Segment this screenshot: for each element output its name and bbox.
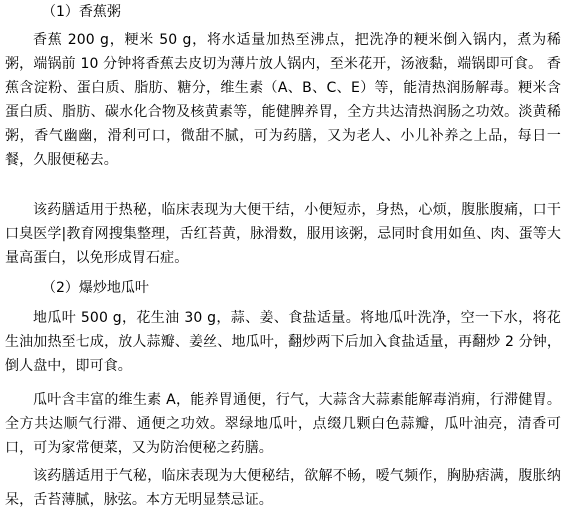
section-heading-banana-porridge: （1）香蕉粥 <box>42 4 121 20</box>
paragraph-leaves-recipe: 地瓜叶 500 g，花生油 30 g，蒜、姜、食盐适量。将地瓜叶洗净，空一下水，将花生油加热至七成，放人蒜瓣、姜丝、地瓜叶，翻炒两下后加入食盐适量，再翻炒 2 分钟，倒人盘中，即可食。 <box>5 310 561 374</box>
paragraph-leaves-effects: 瓜叶含丰富的维生素 A，能养胃通便，行气，大蒜含大蒜素能解毒消痈，行滞健胃。全方共达顺气行滞、通便之功效。翠绿地瓜叶，点缀几颗白色蒜瓣，瓜叶油亮，清香可口，可为家常便菜，又为防治便秘之药膳。 <box>5 392 561 456</box>
section-heading-stir-fried-sweet-potato-leaves: （2）爆炒地瓜叶 <box>42 280 149 296</box>
paragraph-leaves-indication: 该药膳适用于气秘，临床表现为大便秘结，欲解不畅，嗳气频作，胸胁痞满，腹胀纳呆，舌苔薄腻，脉弦。本方无明显禁忌证。 <box>5 468 561 508</box>
paragraph-banana-recipe: 香蕉 200 g，粳米 50 g，将水适量加热至沸点，把洗净的粳米倒入锅内，煮为稀粥，端锅前 10 分钟将香蕉去皮切为薄片放人锅内，至米花开，汤液黏，端锅即可食。 香蕉含淀粉、蛋白质、脂肪、糖分，维生素（A、B、C、E）等，能清热润肠解毒。粳米含蛋白质、脂肪、碳水化合物及核黄素等，能健脾养胃，全方共达清热润肠之功效。淡黄稀粥，香气幽幽，滑利可口，微甜不腻，可为药膳，又为老人、小儿补养之上品，每日一餐，久服便秘去。 <box>5 32 561 168</box>
paragraph-banana-indication: 该药膳适用于热秘，临床表现为大便干结，小便短赤，身热，心烦，腹胀腹痛，口干口臭医学|教育网搜集整理，舌红苔黄，脉滑数，服用该粥，忌同时食用如鱼、肉、蛋等大量高蛋白，以免形成胃石症。 <box>5 202 561 266</box>
